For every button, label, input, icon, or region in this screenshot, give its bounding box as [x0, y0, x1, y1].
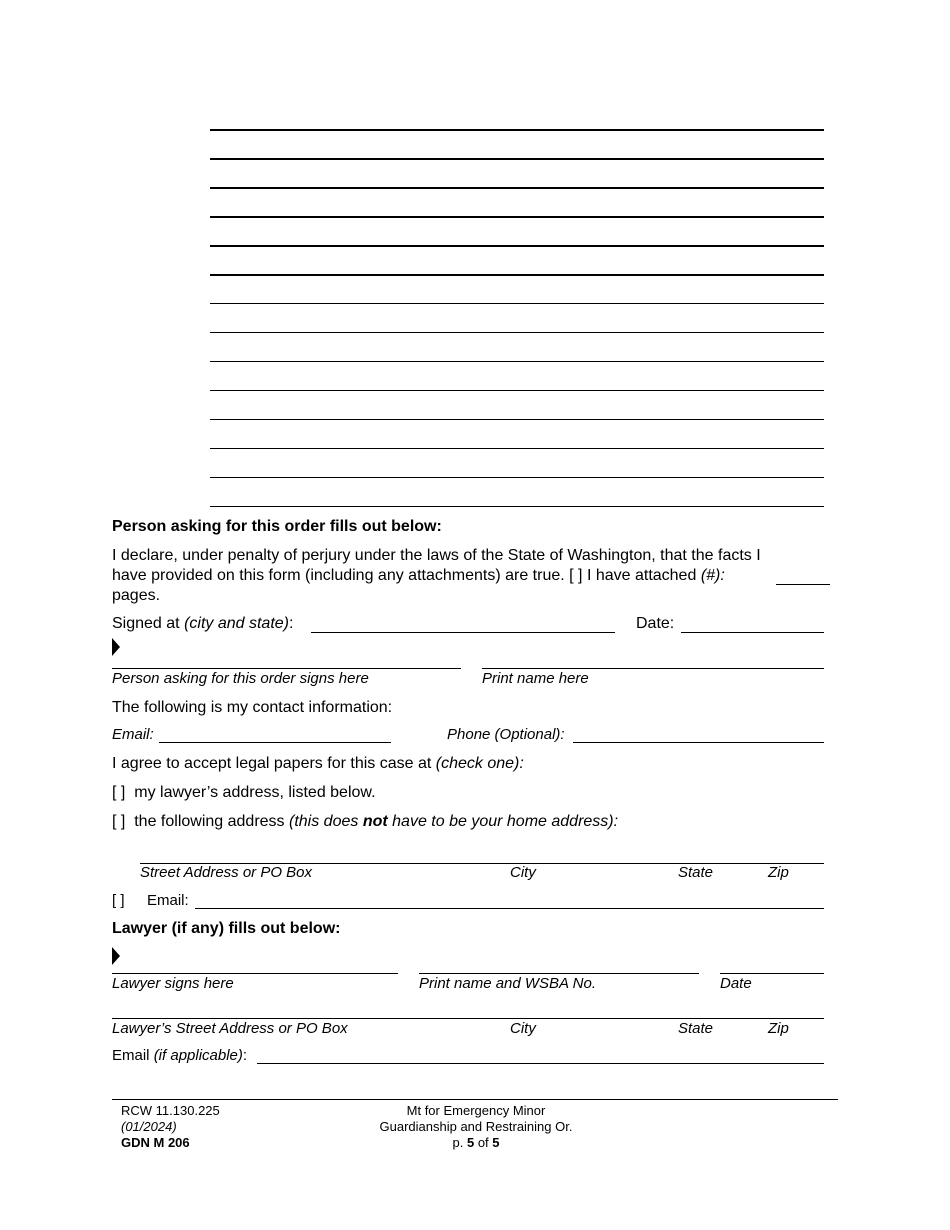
writing-line[interactable] — [210, 419, 824, 420]
attached-checkbox[interactable]: [ ] — [569, 567, 583, 584]
writing-line[interactable] — [210, 506, 824, 507]
signed-at-label — [112, 614, 293, 634]
address-city-caption: City — [510, 864, 536, 881]
signer-print-caption: Print name here — [482, 670, 589, 687]
option-address-hint-b: have to be your home address): — [392, 813, 619, 830]
option-lawyer-address — [112, 783, 376, 803]
email-label: Email: — [112, 726, 154, 743]
phone-label: Phone (Optional): — [447, 726, 565, 743]
writing-line[interactable] — [210, 390, 824, 391]
lawyer-state-caption: State — [678, 1020, 714, 1037]
signed-at-text: Signed at — [112, 615, 180, 632]
contact-intro: The following is my contact information: — [112, 699, 393, 716]
lawyer-sign-caption: Lawyer signs here — [112, 975, 234, 992]
page-total: 5 — [492, 1135, 500, 1150]
footer-page-number — [326, 1135, 626, 1151]
writing-line[interactable] — [210, 245, 824, 247]
sign-here-arrow-icon — [112, 638, 120, 656]
lawyer-address-line[interactable] — [112, 1018, 824, 1019]
option-lawyer-checkbox[interactable]: [ ] — [112, 784, 126, 801]
lawyer-street-caption: Lawyer’s Street Address or PO Box — [112, 1020, 348, 1037]
signer-signature-line[interactable] — [112, 668, 461, 669]
lawyer-print-name-line[interactable] — [419, 973, 699, 974]
declaration-line-2 — [112, 566, 725, 586]
date-field[interactable] — [681, 614, 824, 633]
email-field[interactable] — [159, 724, 391, 743]
lawyer-zip-caption: Zip — [768, 1020, 789, 1037]
footer-title-line1: Mt for Emergency Minor — [406, 1103, 546, 1118]
page-of: of — [477, 1135, 489, 1150]
address-street-caption: Street Address or PO Box — [140, 864, 313, 881]
page-num: 5 — [466, 1135, 475, 1150]
accept-hint: (check one): — [435, 755, 524, 772]
option-address-hint-not: not — [362, 813, 388, 830]
footer-rcw: RCW 11.130.225 — [121, 1103, 220, 1118]
writing-line[interactable] — [210, 129, 824, 131]
lawyer-print-caption: Print name and WSBA No. — [419, 975, 597, 992]
footer-title-line2: Guardianship and Restraining Or. — [379, 1119, 573, 1134]
address-state-caption: State — [678, 864, 714, 881]
option-address-hint-a: (this does — [289, 813, 359, 830]
writing-line[interactable] — [210, 187, 824, 189]
writing-line[interactable] — [210, 448, 824, 449]
signed-at-colon: : — [289, 615, 294, 632]
attached-pages-field[interactable] — [776, 566, 830, 585]
footer-form-id: GDN M 206 — [121, 1135, 190, 1150]
writing-line[interactable] — [210, 274, 824, 276]
accept-text: I agree to accept legal papers for this case at — [112, 755, 432, 772]
lawyer-city-caption: City — [510, 1020, 536, 1037]
address-zip-caption: Zip — [768, 864, 789, 881]
lawyer-sign-here-arrow-icon — [112, 947, 120, 965]
option-following-address — [112, 812, 618, 832]
accept-papers-text — [112, 754, 524, 774]
signer-sign-caption: Person asking for this order signs here — [112, 670, 369, 687]
option-address-text: the following address — [134, 813, 285, 830]
writing-line[interactable] — [210, 477, 824, 478]
signer-section-heading: Person asking for this order fills out below: — [112, 518, 442, 535]
attached-text: I have attached — [586, 567, 697, 584]
writing-line[interactable] — [210, 332, 824, 333]
writing-line[interactable] — [210, 361, 824, 362]
option-address-checkbox[interactable]: [ ] — [112, 813, 126, 830]
lawyer-email-text: Email — [112, 1047, 150, 1064]
email-service-checkbox[interactable]: [ ] — [112, 892, 125, 909]
signed-at-hint: (city and state) — [184, 615, 289, 632]
lawyer-section-heading: Lawyer (if any) fills out below: — [112, 920, 341, 937]
footer-divider — [112, 1099, 838, 1100]
signer-print-name-line[interactable] — [482, 668, 824, 669]
writing-line[interactable] — [210, 158, 824, 160]
lawyer-email-field[interactable] — [257, 1045, 824, 1064]
declaration-text: have provided on this form (including any attachments) are true. — [112, 567, 565, 584]
lawyer-email-colon: : — [242, 1047, 248, 1064]
footer-version: (01/2024) — [121, 1119, 177, 1134]
page-prefix: p. — [452, 1135, 464, 1150]
footer-title — [326, 1103, 626, 1151]
option-lawyer-text: my lawyer’s address, listed below. — [134, 784, 376, 801]
phone-field[interactable] — [573, 724, 824, 743]
lawyer-email-label — [112, 1046, 247, 1066]
writing-line[interactable] — [210, 216, 824, 218]
lawyer-date-caption: Date — [720, 975, 752, 992]
date-label: Date: — [636, 615, 675, 632]
lawyer-signature-line[interactable] — [112, 973, 398, 974]
email-service-field[interactable] — [195, 890, 824, 909]
attached-hint: (#): — [700, 567, 725, 584]
pages-word: pages. — [112, 587, 161, 604]
lawyer-date-line[interactable] — [720, 973, 824, 974]
email-service-label: Email: — [147, 892, 189, 909]
writing-line[interactable] — [210, 303, 824, 304]
lawyer-email-hint: (if applicable) — [153, 1047, 243, 1064]
signed-at-field[interactable] — [311, 614, 615, 633]
declaration-line-1: I declare, under penalty of perjury under the laws of the State of Washington, that the facts I — [112, 547, 761, 564]
